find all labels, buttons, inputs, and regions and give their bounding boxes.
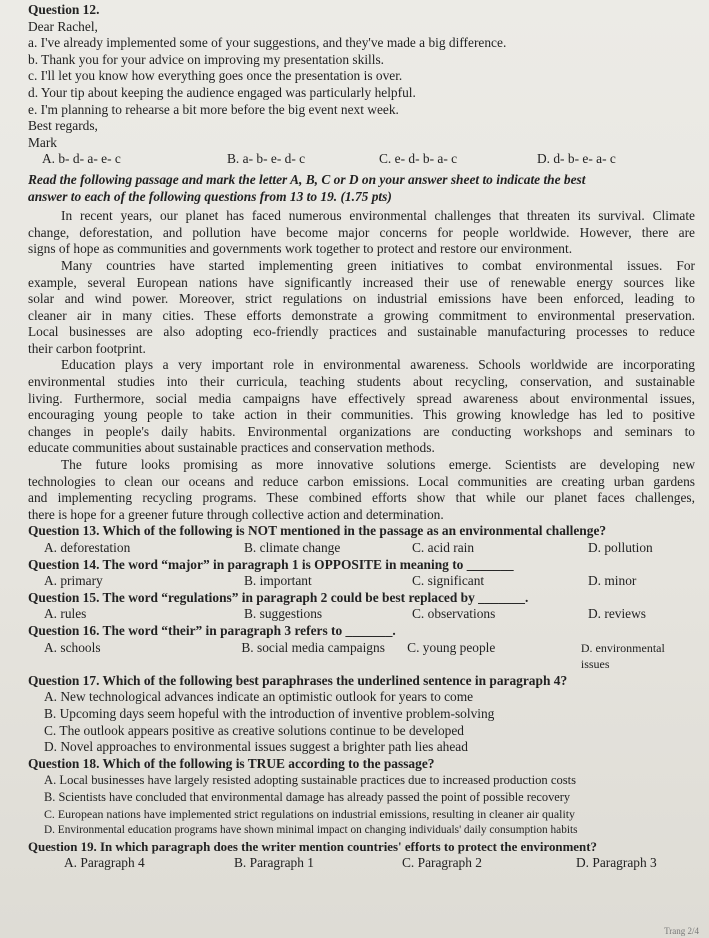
q17-option-a[interactable]: A. New technological advances indicate an optimistic outlook for years to come bbox=[44, 689, 474, 705]
q18-option-a[interactable]: A. Local businesses have largely resisted adopting sustainable practices due to increased production costs bbox=[44, 773, 577, 788]
p3-line: educate communities about sustainable practices and conservation methods. bbox=[28, 440, 435, 456]
q19-option-a[interactable]: A. Paragraph 4 bbox=[64, 855, 145, 871]
p4-line: technologies to clean our oceans and reduce carbon emissions. Local communities are creating urban gardens bbox=[28, 473, 695, 489]
q15-option-c[interactable]: C. observations bbox=[412, 606, 496, 622]
q16-options bbox=[28, 640, 695, 673]
q12-option-b[interactable]: B. a- b- e- d- c bbox=[227, 151, 306, 167]
q16-option-c[interactable]: C. young people bbox=[407, 639, 496, 655]
q13-option-d[interactable]: D. pollution bbox=[588, 540, 653, 555]
letter-line: Mark bbox=[28, 134, 58, 150]
q13-stem: Question 13. Which of the following is NOT mentioned in the passage as an environmental challenge? bbox=[28, 523, 607, 539]
instruction-line: answer to each of the following questions from 13 to 19. (1.75 pts) bbox=[28, 188, 392, 204]
q13-option-b[interactable]: B. climate change bbox=[244, 540, 341, 555]
p4-line: The future looks promising as more innovative solutions emerge. Scientists are developing new bbox=[61, 457, 695, 473]
q13-option-c[interactable]: C. acid rain bbox=[412, 540, 475, 555]
p1-line: signs of hope as communities and governments work together to protect and restore our environment. bbox=[28, 241, 573, 257]
q15-option-a[interactable]: A. rules bbox=[44, 606, 87, 622]
q13-options bbox=[28, 540, 695, 557]
q16-option-d[interactable]: D. environmental issues bbox=[580, 640, 665, 672]
p3-line: environmental studies into their curricula, teaching students about recycling, conservation, and sustainable bbox=[28, 374, 695, 390]
letter-line: Dear Rachel, bbox=[28, 18, 98, 34]
q19-option-c[interactable]: C. Paragraph 2 bbox=[402, 855, 482, 871]
q16-stem: Question 16. The word “their” in paragraph 3 refers to _______. bbox=[28, 622, 396, 638]
letter-line: c. I'll let you know how everything goes once the presentation is over. bbox=[28, 68, 403, 84]
q14-option-c[interactable]: C. significant bbox=[412, 573, 485, 589]
instruction-line: Read the following passage and mark the letter A, B, C or D on your answer sheet to indicate the best bbox=[28, 171, 586, 187]
letter-line: a. I've already implemented some of your suggestions, and they've made a big difference. bbox=[28, 35, 507, 51]
q18-stem: Question 18. Which of the following is TRUE according to the passage? bbox=[28, 755, 435, 771]
passage bbox=[28, 208, 695, 523]
q17-option-d[interactable]: D. Novel approaches to environmental issues suggest a brighter path lies ahead bbox=[44, 739, 468, 755]
q18-option-b[interactable]: B. Scientists have concluded that environmental damage has already passed the point of possible recovery bbox=[44, 789, 571, 804]
q16-option-a[interactable]: A. schools bbox=[44, 639, 101, 655]
q12-options bbox=[28, 151, 695, 168]
q19-option-d[interactable]: D. Paragraph 3 bbox=[576, 855, 657, 871]
p3-line: changes in people's daily habits. Environmental organizations are conducting workshops and seminars to bbox=[28, 423, 695, 439]
q19-options bbox=[28, 855, 695, 872]
q15-option-d[interactable]: D. reviews bbox=[588, 606, 647, 622]
q14-option-d[interactable]: D. minor bbox=[588, 573, 637, 589]
p3-line: Education plays a very important role in environmental awareness. Schools worldwide are incorporating bbox=[61, 357, 695, 373]
letter-line: Best regards, bbox=[28, 118, 98, 134]
q17-option-c[interactable]: C. The outlook appears positive as creative solutions continue to be developed bbox=[44, 722, 464, 738]
p4-line: and implementing recycling programs. These combined efforts show that while our planet faces challenges, bbox=[28, 490, 695, 506]
q14-options bbox=[28, 573, 695, 590]
q16-option-b[interactable]: B. social media campaigns bbox=[241, 639, 385, 655]
p4-line: there is hope for a greener future through collective action and determination. bbox=[28, 506, 444, 522]
p1-line: In recent years, our planet has faced numerous environmental challenges that threaten its survival. Climate bbox=[61, 208, 695, 224]
q14-option-a[interactable]: A. primary bbox=[44, 573, 103, 589]
p2-line: Local businesses are also adopting eco-friendly practices and sustainable manufacturing processes to reduce bbox=[28, 324, 695, 340]
q12-heading: Question 12. bbox=[28, 2, 100, 17]
letter-line: d. Your tip about keeping the audience engaged was particularly helpful. bbox=[28, 84, 416, 100]
q17-stem: Question 17. Which of the following best paraphrases the underlined sentence in paragraph 4? bbox=[28, 672, 568, 688]
q14-option-b[interactable]: B. important bbox=[244, 573, 312, 589]
q12-option-c[interactable]: C. e- d- b- a- c bbox=[379, 151, 458, 167]
p2-line: solar and wind power. Moreover, strict regulations on industrial emissions have been enforced, leading to bbox=[28, 291, 695, 307]
q19-stem: Question 19. In which paragraph does the writer mention countries' efforts to protect the environment? bbox=[28, 839, 597, 854]
p2-line: their carbon footprint. bbox=[28, 340, 146, 356]
q15-options bbox=[28, 606, 695, 623]
p3-line: encouraging young people to take action in their communities. This growing knowledge has led to positive bbox=[28, 407, 695, 423]
q14-stem: Question 14. The word “major” in paragraph 1 is OPPOSITE in meaning to _______ bbox=[28, 556, 514, 572]
q12-option-a[interactable]: A. b- d- a- e- c bbox=[42, 151, 121, 167]
q12-option-d[interactable]: D. d- b- e- a- c bbox=[537, 151, 616, 167]
q18-option-c[interactable]: C. European nations have implemented strict regulations on industrial emissions, resulting in cleaner air quality bbox=[44, 806, 575, 821]
p3-line: living. Furthermore, social media campaigns have effectively spread awareness about environmental issues, bbox=[28, 390, 695, 406]
page-number: Trang 2/4 bbox=[664, 926, 699, 936]
q18-option-d[interactable]: D. Environmental education programs have shown minimal impact on changing individuals' daily consumption habits bbox=[44, 824, 578, 837]
p2-line: Many countries have started implementing green initiatives to combat environmental issues. For bbox=[61, 257, 695, 273]
letter-line: b. Thank you for your advice on improving my presentation skills. bbox=[28, 51, 385, 67]
instruction bbox=[28, 172, 695, 205]
q13-option-a[interactable]: A. deforestation bbox=[44, 540, 131, 555]
q19-option-b[interactable]: B. Paragraph 1 bbox=[234, 855, 314, 871]
letter-line: e. I'm planning to rehearse a bit more before the big event next week. bbox=[28, 101, 399, 117]
p2-line: cleaner air in many cities. These efforts demonstrate a growing commitment to environmental preservation. bbox=[28, 307, 695, 323]
p1-line: change, deforestation, and pollution have become major concerns for people worldwide. However, there are bbox=[28, 224, 695, 240]
q15-option-b[interactable]: B. suggestions bbox=[244, 606, 323, 622]
q17-option-b[interactable]: B. Upcoming days seem hopeful with the introduction of inventive problem-solving bbox=[44, 705, 495, 721]
q15-stem: Question 15. The word “regulations” in paragraph 2 could be best replaced by _______. bbox=[28, 589, 529, 605]
p2-line: example, several European nations have significantly increased their use of renewable energy sources like bbox=[28, 274, 695, 290]
